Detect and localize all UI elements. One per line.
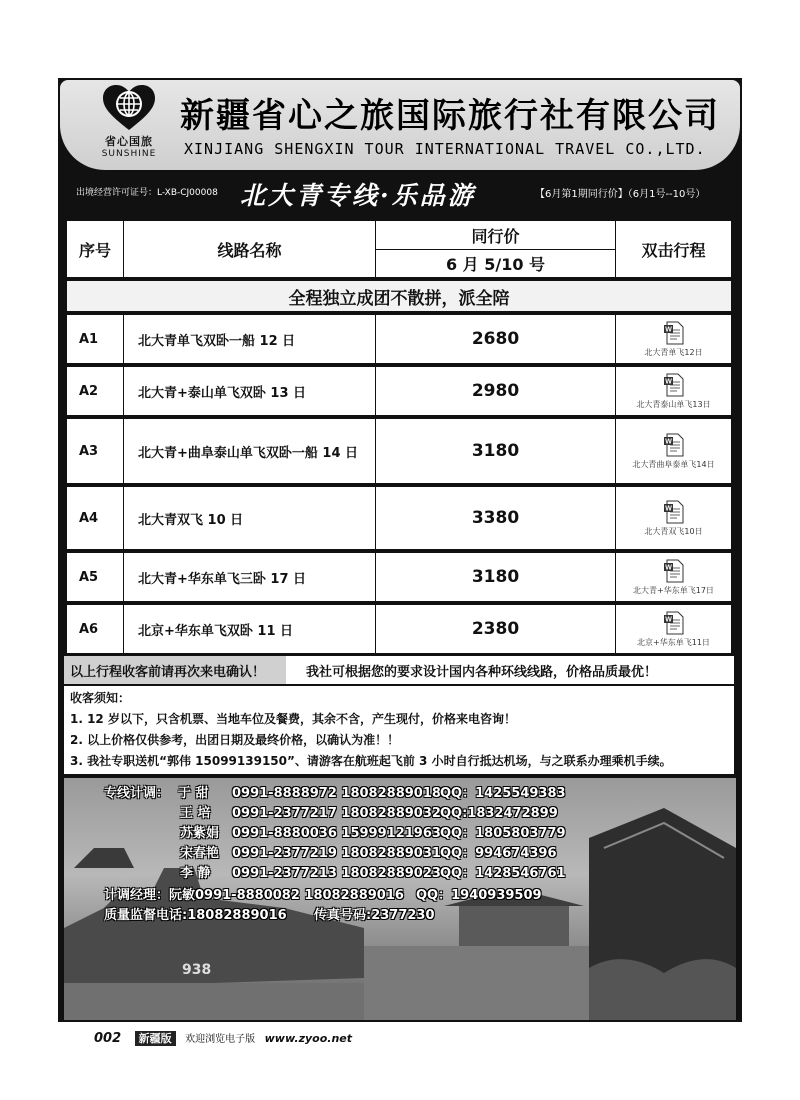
contact-label: 专线计调： xyxy=(104,786,170,801)
logo-text-cn: 省心国旅 xyxy=(105,135,153,148)
price-period: 【6月第1期同行价】（6月1号--10号） xyxy=(535,189,706,200)
route-price: 2380 xyxy=(375,604,616,654)
word-document-icon xyxy=(663,559,685,583)
svg-text:W: W xyxy=(664,326,672,333)
route-price: 2680 xyxy=(375,314,616,364)
route-id: A3 xyxy=(66,418,124,484)
note-item: 3. 我社专职送机“郭伟 15099139150”、请游客在航班起飞前 3 小时自行抵达机场，与之联系办理乘机手续。 xyxy=(70,754,672,768)
logo-text-en: SUNSHINE xyxy=(101,149,157,159)
edition-badge: 新疆版 xyxy=(135,1031,176,1046)
custom-route-notice: 我社可根据您的要求设计国内各种环线线路，价格品质最优！ xyxy=(286,656,734,684)
route-price: 3180 xyxy=(375,418,616,484)
notes-title: 收客须知： xyxy=(70,691,131,705)
col-header-itinerary: 双击行程 xyxy=(615,220,732,278)
svg-text:W: W xyxy=(664,616,672,623)
route-price: 3380 xyxy=(375,486,616,550)
svg-text:W: W xyxy=(664,564,672,571)
heart-globe-icon xyxy=(101,84,157,132)
contact-qq: QQ：1425549383 xyxy=(440,786,566,801)
contact-qq: QQ：1805803779 xyxy=(440,826,566,841)
contact-name: 于 甜 xyxy=(178,786,209,801)
page-footer xyxy=(94,1030,352,1046)
welcome-text: 欢迎浏览电子版 xyxy=(185,1034,256,1045)
group-banner: 全程独立成团不散拼，派全陪 xyxy=(66,280,732,312)
itinerary-doc-caption: 北大青+华东单飞17日 xyxy=(633,585,714,595)
word-document-icon xyxy=(663,500,685,524)
itinerary-doc-link[interactable] xyxy=(615,366,732,416)
contact-name: 宋春艳 xyxy=(180,846,220,861)
itinerary-doc-link[interactable] xyxy=(615,552,732,602)
route-slogan: 北大青专线·乐品游 xyxy=(240,181,476,210)
word-document-icon xyxy=(663,321,685,345)
manager-contact: 计调经理：阮敏0991-8880082 18082889016 xyxy=(104,888,404,903)
itinerary-doc-link[interactable] xyxy=(615,418,732,484)
word-document-icon xyxy=(663,611,685,635)
itinerary-doc-caption: 北大青双飞10日 xyxy=(644,526,703,536)
itinerary-doc-caption: 北大青曲阜泰单飞14日 xyxy=(632,459,715,469)
route-name: 北大青+泰山单飞双卧 13 日 xyxy=(123,366,376,416)
contact-phones: 0991-8880036 15999121963 xyxy=(232,826,441,841)
note-item: 1. 12 岁以下，只含机票、当地车位及餐费，其余不含，产生现付，价格来电咨询！ xyxy=(70,712,516,726)
contact-qq: QQ：1428546761 xyxy=(440,866,566,881)
route-id: A4 xyxy=(66,486,124,550)
itinerary-doc-link[interactable] xyxy=(615,314,732,364)
itinerary-doc-link[interactable] xyxy=(615,604,732,654)
svg-text:W: W xyxy=(664,438,672,445)
contact-phones: 0991-2377219 18082889031 xyxy=(232,846,441,861)
contact-name: 苏紫娟 xyxy=(180,826,220,841)
company-name-cn: 新疆省心之旅国际旅行社有限公司 xyxy=(180,96,720,136)
col-header-name: 线路名称 xyxy=(123,220,376,278)
route-id: A1 xyxy=(66,314,124,364)
route-name: 北大青单飞双卧一船 12 日 xyxy=(123,314,376,364)
notice-bar xyxy=(64,656,734,684)
itinerary-doc-link[interactable] xyxy=(615,486,732,550)
itinerary-doc-caption: 北大青泰山单飞13日 xyxy=(636,399,711,409)
route-price: 2980 xyxy=(375,366,616,416)
route-name: 北大青双飞 10 日 xyxy=(123,486,376,550)
quality-hotline: 质量监督电话:18082889016 xyxy=(104,908,287,923)
company-logo xyxy=(84,84,174,166)
route-id: A5 xyxy=(66,552,124,602)
title-strip xyxy=(60,172,740,216)
route-id: A6 xyxy=(66,604,124,654)
contact-phones: 0991-2377217 18082889032 xyxy=(232,806,441,821)
route-name: 北京+华东单飞双卧 11 日 xyxy=(123,604,376,654)
route-id: A2 xyxy=(66,366,124,416)
contact-qq: QQ:1832472899 xyxy=(440,806,558,821)
website-link[interactable]: www.zyoo.net xyxy=(264,1032,353,1045)
booking-notes xyxy=(64,686,734,774)
itinerary-doc-caption: 北京+华东单飞11日 xyxy=(637,637,710,647)
ship-number: 938 xyxy=(182,962,212,978)
itinerary-doc-caption: 北大青单飞12日 xyxy=(644,347,703,357)
col-header-price: 同行价 xyxy=(375,220,616,250)
word-document-icon xyxy=(663,373,685,397)
manager-qq: QQ：1940939509 xyxy=(416,888,542,903)
contact-name: 李 静 xyxy=(180,866,211,881)
svg-text:W: W xyxy=(664,378,672,385)
note-item: 2. 以上价格仅供参考，出团日期及最终价格，以确认为准！！ xyxy=(70,733,400,747)
license-number: 出境经营许可证号：L-XB-CJ00008 xyxy=(76,188,218,198)
route-name: 北大青+华东单飞三卧 17 日 xyxy=(123,552,376,602)
page-number: 002 xyxy=(94,1031,122,1046)
col-header-id: 序号 xyxy=(66,220,124,278)
col-header-price-date: 6 月 5/10 号 xyxy=(375,249,616,278)
company-name-en: XINJIANG SHENGXIN TOUR INTERNATIONAL TRAVEL CO.,LTD. xyxy=(184,140,706,158)
fax-number: 传真号码:2377230 xyxy=(314,908,435,923)
contact-phones: 0991-8888972 18082889018 xyxy=(232,786,441,801)
route-name: 北大青+曲阜泰山单飞双卧一船 14 日 xyxy=(123,418,376,484)
contact-qq: QQ：994674396 xyxy=(440,846,557,861)
contact-name: 王 培 xyxy=(180,806,211,821)
contact-phones: 0991-2377213 18082889023 xyxy=(232,866,441,881)
svg-text:W: W xyxy=(664,505,672,512)
confirm-notice: 以上行程收客前请再次来电确认！ xyxy=(64,656,286,684)
route-price: 3180 xyxy=(375,552,616,602)
word-document-icon xyxy=(663,433,685,457)
